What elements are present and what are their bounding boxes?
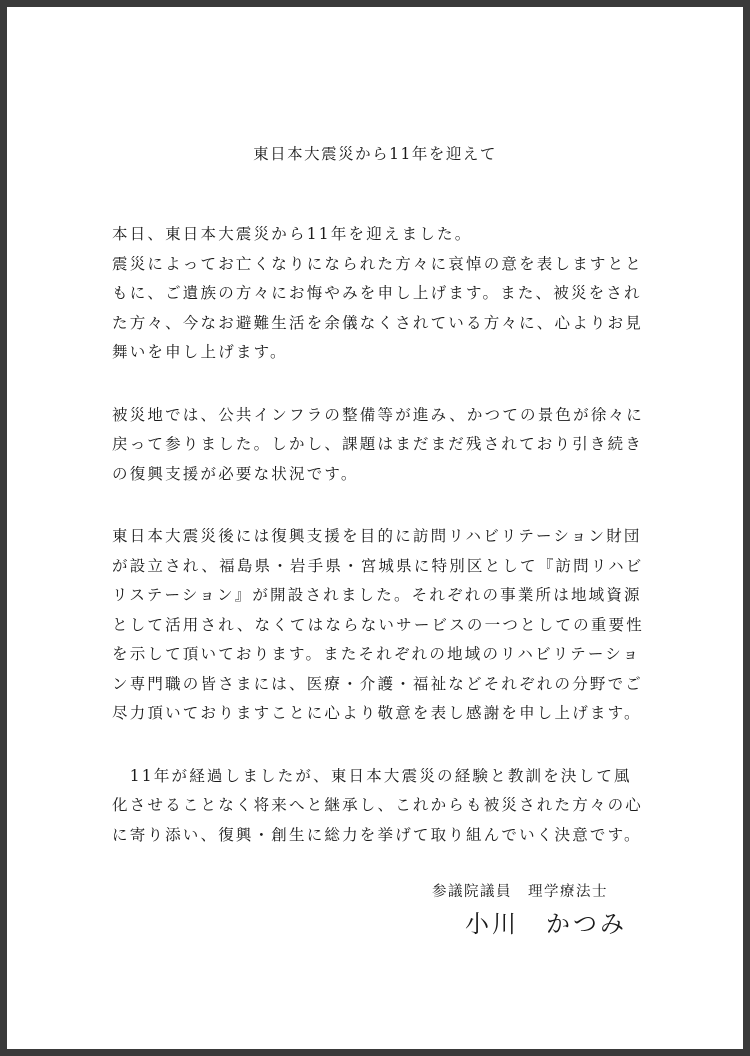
text-line: として活用され、なくてはならないサービスの一つとしての重要性 [112, 615, 644, 634]
text-line: を示して頂いております。またそれぞれの地域のリハビリテーショ [112, 645, 641, 663]
document-title: 東日本大震災から11年を迎えて [253, 145, 497, 163]
text-line: ン専門職の皆さまには、医療・介護・福祉などそれぞれの分野でご [112, 674, 644, 693]
text-line: が設立され、福島県・岩手県・宮城県に特別区として『訪問リハビ [112, 556, 644, 575]
paragraph-greeting [112, 220, 652, 368]
letter-page [7, 7, 743, 1049]
text-line: の復興支援が必要な状況です。 [112, 464, 359, 483]
text-line: に寄り添い、復興・創生に総力を挙げて取り組んでいく決意です。 [112, 825, 642, 844]
text-line: 11年が経過しましたが、東日本大震災の経験と教訓を決して風 [112, 766, 632, 785]
paragraph-rehabilitation-support [112, 522, 652, 729]
text-line: リステーション』が開設されました。それぞれの事業所は地域資源 [112, 586, 642, 604]
text-line: 舞いを申し上げます。 [112, 343, 288, 361]
text-line: 戻って参りました。しかし、課題はまだまだ残されており引き続き [112, 435, 644, 453]
text-line: 化させることなく将来へと継承し、これからも被災された方々の心 [112, 796, 644, 814]
text-line: 東日本大震災後には復興支援を目的に訪問リハビリテーション財団 [112, 527, 642, 545]
text-line: 尽力頂いておりますことに心より敬意を表し感謝を申し上げます。 [112, 704, 642, 722]
signature-block [432, 881, 662, 939]
text-line: 被災地では、公共インフラの整備等が進み、かつての景色が徐々に [112, 405, 644, 424]
paragraph-recovery-status [112, 401, 652, 490]
paragraph-resolution [112, 762, 652, 851]
text-line: た方々、今なお避難生活を余儀なくされている方々に、心よりお見 [112, 313, 644, 332]
letter-body [112, 220, 652, 850]
text-line: もに、ご遺族の方々にお悔やみを申し上げます。また、被災をされ [112, 284, 642, 302]
signer-affiliation: 参議院議員 理学療法士 [432, 884, 608, 900]
signer-name: 小川 かつみ [465, 910, 627, 938]
text-line: 震災によってお亡くなりになられた方々に哀悼の意を表しますとと [112, 254, 644, 273]
text-line: 本日、東日本大震災から11年を迎えました。 [112, 225, 473, 243]
